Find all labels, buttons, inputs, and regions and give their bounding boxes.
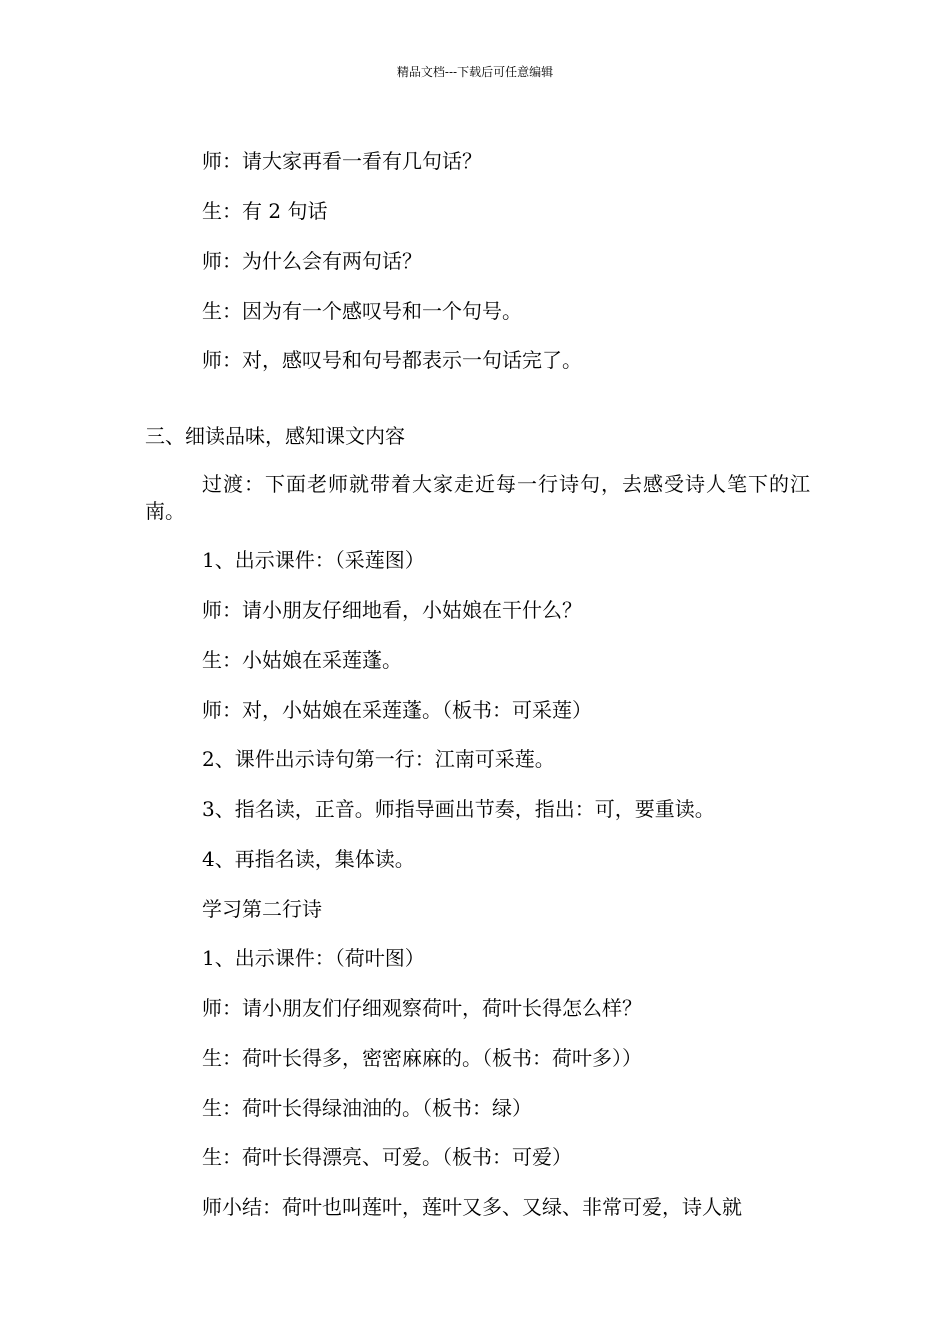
text-line: 2、课件出示诗句第一行：江南可采莲。: [202, 747, 555, 771]
section-heading: 三、细读品味，感知课文内容: [145, 424, 405, 448]
text-line: 师小结：荷叶也叫莲叶，莲叶又多、又绿、非常可爱，诗人就: [202, 1195, 742, 1219]
subheading: 学习第二行诗: [202, 897, 322, 921]
text-line: 师：对，小姑娘在采莲蓬。（板书：可采莲）: [202, 698, 592, 722]
text-line: 师：请大家再看一看有几句话？: [202, 149, 482, 173]
page-header: 精品文档---下载后可任意编辑: [396, 65, 554, 79]
text-line: 1、出示课件：（荷叶图）: [202, 946, 425, 970]
transition-paragraph: 过渡：下面老师就带着大家走近每一行诗句，去感受诗人笔下的江南。: [145, 472, 810, 523]
text-line: 4、再指名读，集体读。: [202, 847, 415, 871]
text-line: 生：荷叶长得多，密密麻麻的。（板书：荷叶多））: [202, 1046, 642, 1070]
text-line: 师：请小朋友们仔细观察荷叶，荷叶长得怎么样？: [202, 996, 642, 1020]
text-line: 生：小姑娘在采莲蓬。: [202, 648, 402, 672]
text-line: 生：荷叶长得绿油油的。（板书：绿）: [202, 1096, 532, 1120]
text-line: 生：荷叶长得漂亮、可爱。（板书：可爱）: [202, 1145, 572, 1169]
text-line: 师：对，感叹号和句号都表示一句话完了。: [202, 348, 582, 372]
text-line: 1、出示课件：（采莲图）: [202, 548, 425, 572]
text-line: 师：请小朋友仔细地看，小姑娘在干什么？: [202, 598, 582, 622]
text-line: 3、指名读，正音。师指导画出节奏，指出：可，要重读。: [202, 797, 715, 821]
text-line: 生：有 2 句话: [202, 199, 328, 223]
text-line: 师：为什么会有两句话？: [202, 249, 422, 273]
text-line: 生：因为有一个感叹号和一个句号。: [202, 299, 522, 323]
